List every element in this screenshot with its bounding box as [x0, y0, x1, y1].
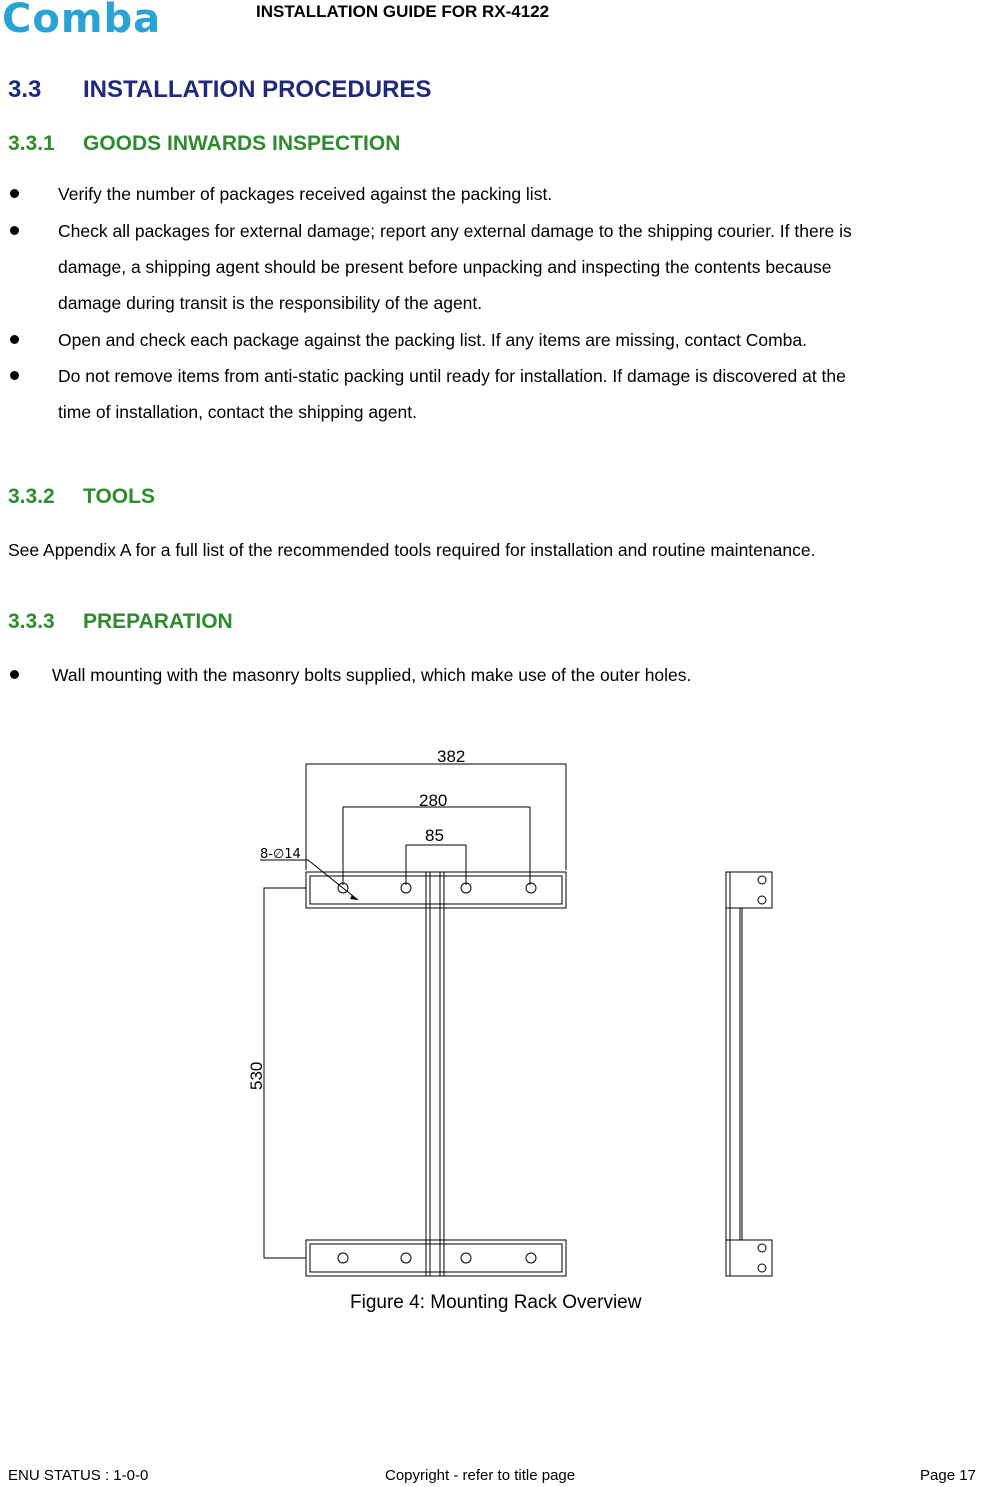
tools-paragraph: See Appendix A for a full list of the recommended tools required for installation and routine maintenance. [8, 540, 816, 560]
footer-page: Page 17 [920, 1467, 976, 1484]
bullet-text-cont: damage during transit is the responsibility of the agent. [58, 293, 483, 313]
dimension-label-85: 85 [425, 826, 444, 845]
hole [758, 876, 766, 884]
subsection-title-1: GOODS INWARDS INSPECTION [83, 132, 401, 155]
header-title: INSTALLATION GUIDE FOR RX-4122 [256, 2, 550, 21]
hole [758, 1244, 766, 1252]
dimension-line-85 [406, 845, 466, 885]
bullet-text: Open and check each package against the packing list. If any items are missing, contact Comba. [58, 330, 808, 350]
bullet-text: Do not remove items from anti-static packing until ready for installation. If damage is discovered at the [58, 366, 846, 386]
hole [526, 1253, 536, 1263]
subsection-number-3: 3.3.3 [8, 610, 55, 633]
dimension-label-382: 382 [437, 747, 466, 766]
bullet-text: Wall mounting with the masonry bolts supplied, which make use of the outer holes. [52, 665, 692, 685]
hole [758, 1264, 766, 1272]
bullet-text-cont: damage, a shipping agent should be present before unpacking and inspecting the contents because [58, 257, 832, 277]
bottom-bracket [306, 1240, 566, 1276]
dimension-line-382 [306, 764, 566, 870]
bullet-text: Verify the number of packages received against the packing list. [58, 184, 553, 204]
bullet-text: Check all packages for external damage; report any external damage to the shipping courier. If there is [58, 221, 852, 241]
bullet-text-cont: time of installation, contact the shipping agent. [58, 402, 417, 422]
comba-logo: Comba [2, 0, 162, 42]
center-rail [426, 872, 444, 1276]
dimension-label-530: 530 [247, 1061, 266, 1090]
footer-status: ENU STATUS : 1-0-0 [8, 1467, 149, 1484]
dimension-line-280 [343, 807, 530, 885]
hole [401, 1253, 411, 1263]
subsection-number-2: 3.3.2 [8, 485, 55, 508]
dimension-label-holes: 8-∅14 [260, 847, 301, 862]
hole [526, 883, 536, 893]
hole-callout-leader [308, 860, 358, 900]
subsection-title-3: PREPARATION [83, 610, 233, 633]
dimension-line-530 [264, 888, 306, 1258]
hole [338, 1253, 348, 1263]
section-title: INSTALLATION PROCEDURES [83, 76, 432, 103]
dimension-label-280: 280 [419, 791, 448, 810]
figure-caption: Figure 4: Mounting Rack Overview [350, 1292, 642, 1313]
hole [461, 1253, 471, 1263]
footer-copyright: Copyright - refer to title page [385, 1467, 576, 1484]
section-number: 3.3 [8, 76, 42, 103]
hole [758, 896, 766, 904]
subsection-title-2: TOOLS [83, 485, 155, 508]
subsection-number-1: 3.3.1 [8, 132, 55, 155]
